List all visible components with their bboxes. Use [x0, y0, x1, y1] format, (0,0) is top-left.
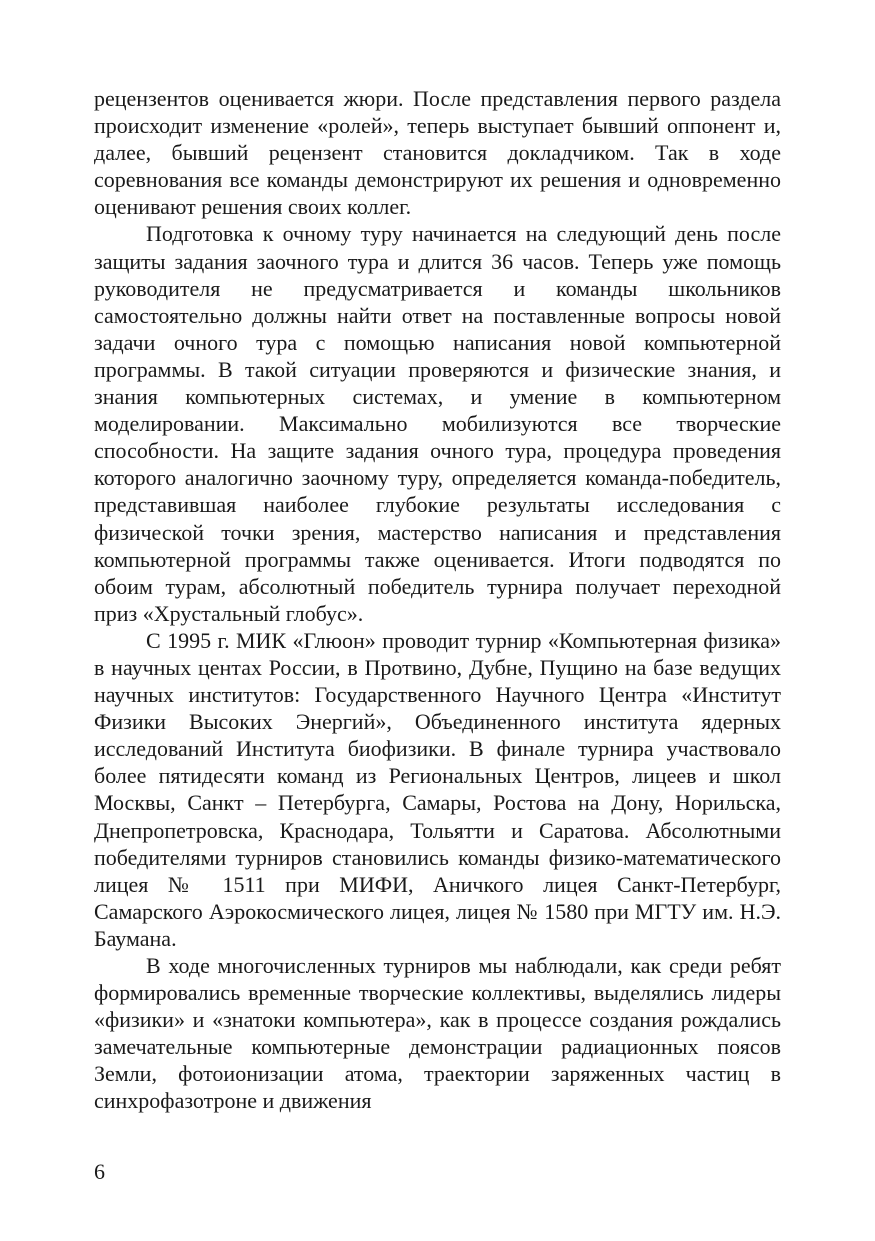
paragraph-2: Подготовка к очному туру начинается на следующий день после защиты задания заочного тура и длится 36 часов. Теперь уже помощь руководителя не предусматривается и команды школьников самостоятельно должны найти ответ на поставленные вопросы новой задачи очного тура с помощью написания новой компьютерной программы. В такой ситуации проверяются и физические знания, и знания компьютерных системах, и умение в компьютерном моделировании. Максимально мобилизуются все творческие способности. На защите задания очного тура, процедура проведения которого аналогично заочному туру, определяется команда-победитель, представившая наиболее глубокие результаты исследования с физической точки зрения, мастерство написания и представления компьютерной программы также оценивается. Итоги подводятся по обоим турам, абсолютный победитель турнира получает переходной приз «Хрустальный глобус». — [94, 221, 781, 626]
body-text — [94, 85, 781, 1115]
page-number: 6 — [94, 1159, 105, 1184]
paragraph-1: рецензентов оценивается жюри. После представления первого раздела происходит изменение «ролей», теперь выступает бывший оппонент и, далее, бывший рецензент становится докладчиком. Так в ходе соревнования все команды демонстрируют их решения и одновременно оценивают решения своих коллег. — [94, 86, 781, 220]
paragraph-3: С 1995 г. МИК «Глюон» проводит турнир «Компьютерная физика» в научных центах России, в Протвино, Дубне, Пущино на базе ведущих научных институтов: Государственного Научного Центра «Институт Физики Высоких Энергий», Объединенного института ядерных исследований Института биофизики. В финале турнира участвовало более пятидесяти команд из Региональных Центров, лицеев и школ Москвы, Санкт – Петербурга, Самары, Ростова на Дону, Норильска, Днепропетровска, Краснодара, Тольятти и Саратова. Абсолютными победителями турниров становились команды физико-математического лицея № 1511 при МИФИ, Аничкого лицея Санкт-Петербург, Самарского Аэрокосмического лицея, лицея № 1580 при МГТУ им. Н.Э. Баумана. — [94, 627, 781, 951]
paragraph-4: В ходе многочисленных турниров мы наблюдали, как среди ребят формировались временные творческие коллективы, выделялись лидеры «физики» и «знатоки компьютера», как в процессе создания рождались замечательные компьютерные демонстрации радиационных поясов Земли, фотоионизации атома, траектории заряженных частиц в синхрофазотроне и движения — [94, 953, 781, 1114]
